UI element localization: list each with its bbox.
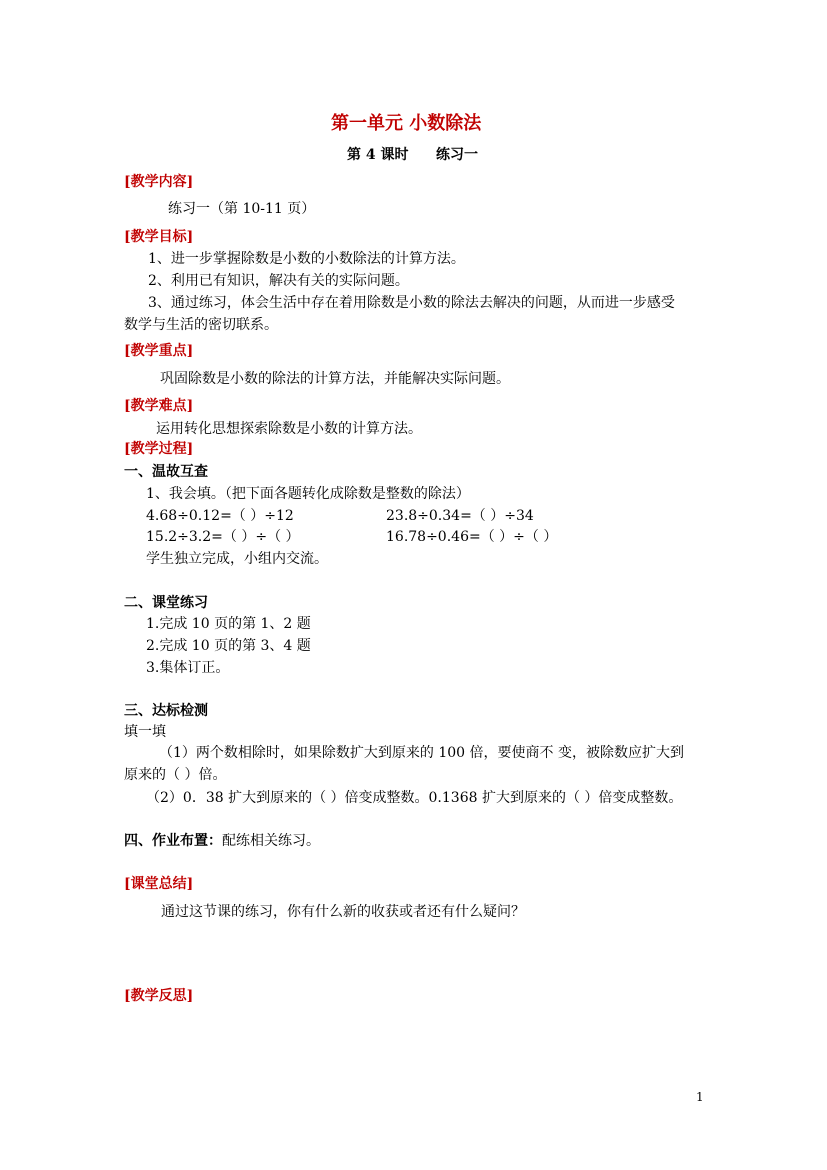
content-text: 练习一（第 10-11 页） [168, 201, 316, 217]
exercise: 15.2÷3.2=（ ）÷（ ） [146, 529, 300, 545]
section1-intro: 1、我会填。（把下面各题转化成除数是整数的除法） [146, 486, 470, 502]
summary-heading: [课堂总结] [124, 876, 194, 892]
goal-item: 数学与生活的密切联系。 [124, 317, 278, 333]
process-heading: [教学过程] [124, 441, 194, 457]
section-heading: 四、作业布置： [124, 833, 222, 849]
section-heading: 二、课堂练习 [124, 595, 208, 611]
exercise: 16.78÷0.46=（ ）÷（ ） [386, 529, 558, 545]
key-text: 巩固除数是小数的除法的计算方法，并能解决实际问题。 [160, 371, 510, 387]
homework [124, 834, 320, 848]
section1-note: 学生独立完成，小组内交流。 [146, 551, 328, 567]
question-2: （2）0．38 扩大到原来的（ ）倍变成整数。0.1368 扩大到原来的（ ）倍变成整数。 [146, 790, 683, 806]
lesson-name: 练习一 [436, 147, 478, 163]
goals-heading: [教学目标] [124, 229, 194, 245]
exercise: 23.8÷0.34=（ ）÷34 [386, 508, 534, 524]
key-heading: [教学重点] [124, 343, 194, 359]
practice-item: 2.完成 10 页的第 3、4 题 [146, 638, 311, 654]
goal-item: 2、利用已有知识，解决有关的实际问题。 [148, 273, 409, 289]
section-heading: 三、达标检测 [124, 703, 208, 719]
summary-text: 通过这节课的练习，你有什么新的收获或者还有什么疑问？ [161, 904, 525, 920]
goal-item: 1、进一步掌握除数是小数的小数除法的计算方法。 [148, 251, 465, 267]
lesson-number: 第 4 课时 [347, 147, 409, 163]
section3-sub: 填一填 [124, 724, 166, 740]
difficulty-heading: [教学难点] [124, 398, 194, 414]
page-number: 1 [696, 1090, 704, 1104]
reflection-heading: [教学反思] [124, 988, 194, 1004]
practice-item: 3.集体订正。 [146, 660, 230, 676]
content-heading: [教学内容] [124, 174, 194, 190]
question-1: （1）两个数相除时，如果除数扩大到原来的 100 倍，要使商不 变，被除数应扩大到 [159, 745, 684, 761]
goal-item: 3、通过练习，体会生活中存在着用除数是小数的除法去解决的问题，从而进一步感受 [148, 295, 675, 311]
exercise: 4.68÷0.12=（ ）÷12 [146, 508, 294, 524]
homework-text: 配练相关练习。 [222, 833, 320, 849]
difficulty-text: 运用转化思想探索除数是小数的计算方法。 [156, 421, 422, 437]
practice-item: 1.完成 10 页的第 1、2 题 [146, 616, 311, 632]
section-heading: 一、温故互查 [124, 464, 208, 480]
document-title: 第一单元 小数除法 [331, 113, 482, 134]
question-1-cont: 原来的（ ）倍。 [124, 767, 227, 783]
